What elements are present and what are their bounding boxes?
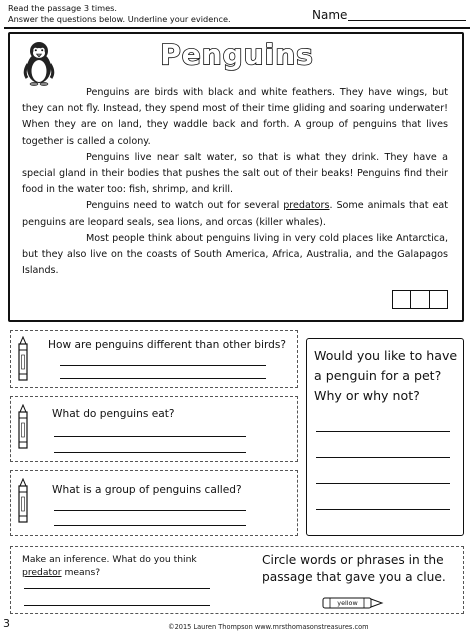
crayon-label: yellow <box>337 598 358 607</box>
circle-instruction: Circle words or phrases in the passage that gave you a clue. <box>262 553 446 584</box>
answer-line-3a[interactable] <box>54 510 246 511</box>
header-divider <box>4 27 470 29</box>
paragraph-1: Penguins are birds with black and white feathers. They have wings, but they can not fly. Instead, they spend most of their time gliding and soaring underwater! When they are on land, they waddle back and forth. A group of penguins that lives together is called a colony. <box>22 87 448 147</box>
instruction-read: Read the passage 3 times. <box>8 3 117 13</box>
answer-line-2b[interactable] <box>54 452 246 453</box>
inference-line-1[interactable] <box>24 588 210 589</box>
tally-box-1[interactable] <box>393 291 411 308</box>
tally-box-2[interactable] <box>411 291 429 308</box>
opinion-line-4[interactable] <box>316 509 450 510</box>
name-label: Name <box>312 8 348 22</box>
passage-title: Penguins <box>160 38 314 71</box>
paragraph-3: Penguins need to watch out for several predators. Some animals that eat penguins are leopard seals, sea lions, and orcas (killer whales). <box>22 200 448 228</box>
answer-line-1b[interactable] <box>60 378 266 379</box>
predators-word: predators <box>283 200 330 212</box>
name-field[interactable] <box>348 20 466 21</box>
answer-line-2a[interactable] <box>54 436 246 437</box>
page-number: 3 <box>3 617 10 630</box>
question-1: How are penguins different than other birds? <box>48 339 287 351</box>
opinion-line-3[interactable] <box>316 483 450 484</box>
opinion-line-2[interactable] <box>316 457 450 458</box>
paragraph-2: Penguins live near salt water, so that is what they drink. They have a special gland in their bodies that pushes the salt out of their beaks! Penguins find their food in the water too: fish, shrimp, and krill. <box>22 151 448 196</box>
read-tally-boxes[interactable] <box>392 290 448 309</box>
question-3: What is a group of penguins called? <box>52 484 242 496</box>
yellow-crayon-icon <box>322 597 384 609</box>
crayon-icon <box>16 336 30 382</box>
crayon-icon <box>16 404 30 450</box>
passage-text <box>22 85 448 279</box>
answer-line-3b[interactable] <box>54 525 246 526</box>
predator-word: predator <box>22 567 62 578</box>
crayon-icon <box>16 478 30 524</box>
inference-prompt: Make an inference. What do you think predator means? <box>22 554 197 578</box>
paragraph-4: Most people think about penguins living in very cold places like Antarctica, but they also live on the coasts of South America, Africa, Australia, and the Galapagos Islands. <box>22 232 448 277</box>
instruction-answer: Answer the questions below. Underline your evidence. <box>8 14 231 24</box>
inference-line-2[interactable] <box>24 605 210 606</box>
opinion-line-1[interactable] <box>316 431 450 432</box>
question-card-3 <box>10 470 298 536</box>
opinion-question: Would you like to have a penguin for a pet? Why or why not? <box>314 348 458 403</box>
answer-line-1a[interactable] <box>60 365 266 366</box>
question-2: What do penguins eat? <box>52 408 175 420</box>
footer-credit: ©2015 Lauren Thompson www.mrsthomasonstreasures.com <box>168 623 369 631</box>
tally-box-3[interactable] <box>430 291 447 308</box>
